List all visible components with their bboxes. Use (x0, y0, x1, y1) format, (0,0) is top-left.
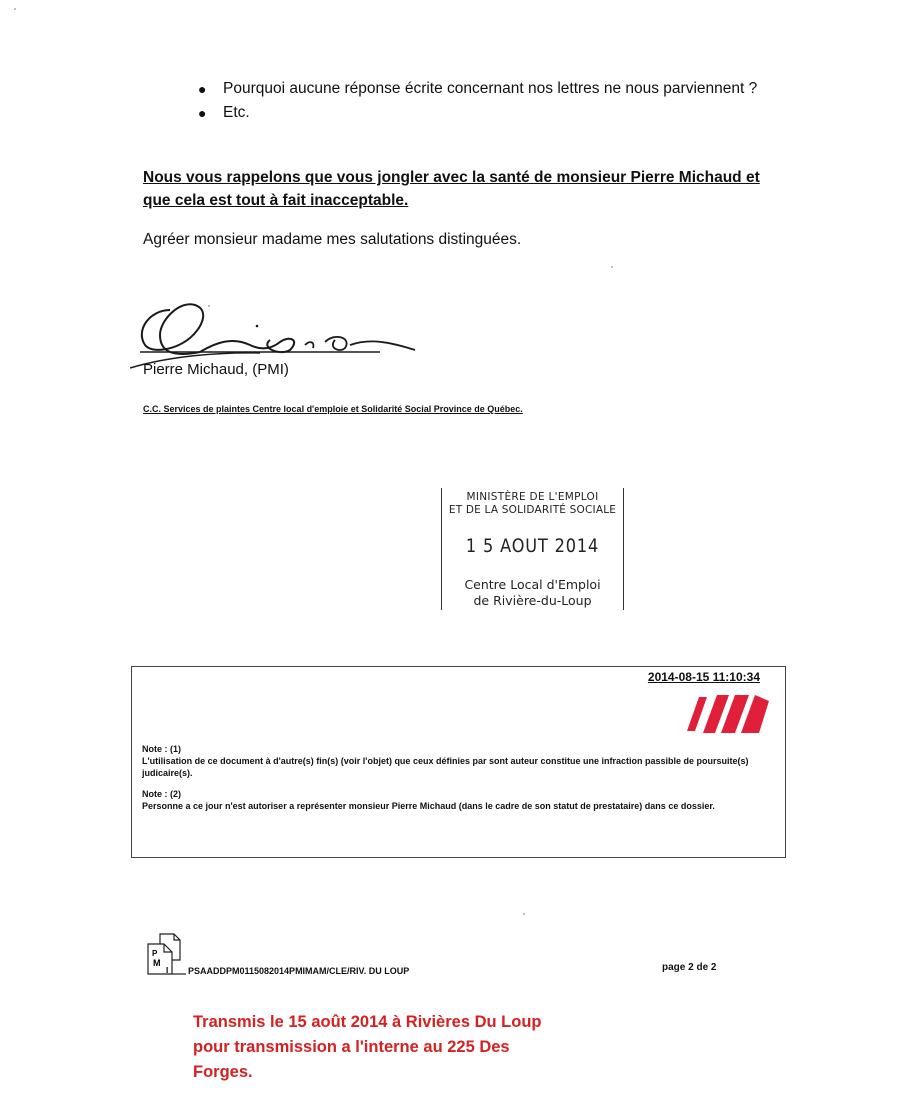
list-item (195, 102, 785, 124)
scan-speck (523, 913, 525, 915)
timestamp: 2014-08-15 11:10:34 (647, 670, 760, 684)
scan-speck (208, 305, 210, 307)
closing-salutation: Agréer monsieur madame mes salutations distinguées. (143, 231, 522, 248)
bullet-text: Pourquoi aucune réponse écrite concernant nos lettres ne nous parviennent ? (223, 80, 758, 97)
warning-paragraph: Nous vous rappelons que vous jongler avec la santé de monsieur Pierre Michaud et que cela est tout à fait inacceptable. (143, 169, 760, 209)
red-mark-icon (677, 691, 772, 737)
note-2-text: Personne a ce jour n'est autoriser a représenter monsieur Pierre Michaud (dans le cadre de son statut de prestataire) dans ce dossier. (142, 801, 715, 811)
stamp-line-4: de Rivière-du-Loup (473, 593, 592, 608)
cc-line: C.C. Services de plaintes Centre local d'emploie et Solidarité Social Province de Québec. (143, 404, 523, 414)
page-number: page 2 de 2 (662, 962, 717, 973)
transmission-note: Transmis le 15 août 2014 à Rivières Du Loup pour transmission a l'interne au 225 Des Forges. (193, 1013, 542, 1081)
stamp-date: 1 5 AOUT 2014 (465, 535, 600, 557)
stamp-line-1: MINISTÈRE DE L'EMPLOI (466, 491, 599, 503)
notes-section (142, 743, 782, 821)
pmi-logo-icon (146, 932, 188, 978)
note-1-title: Note : (1) (142, 744, 181, 754)
logo-letter-i: I (166, 966, 169, 975)
list-item (195, 78, 785, 100)
bullet-icon: ● (198, 81, 207, 97)
note-1-text: L'utilisation de ce document à d'autre(s) fin(s) (voir l'objet) que ceux définies par sont auteur constitue une infraction passible de poursuite(s) judicaire(s). (142, 756, 749, 778)
document-code: PSAADDPM0115082014PMIMAM/CLE/RIV. DU LOUP (188, 966, 410, 976)
logo-letter-p: P (152, 949, 158, 958)
bullet-icon: ● (198, 105, 207, 121)
bullet-list (195, 78, 785, 126)
note-1 (142, 743, 782, 779)
stamp-line-3: Centre Local d'Emploi (464, 577, 601, 592)
note-2 (142, 788, 782, 812)
note-box (131, 666, 786, 858)
scan-speck (611, 266, 613, 268)
reception-stamp (441, 488, 624, 610)
note-2-title: Note : (2) (142, 789, 181, 799)
scan-speck (14, 8, 16, 10)
bullet-text: Etc. (223, 104, 250, 121)
stamp-line-2: ET DE LA SOLIDARITÉ SOCIALE (448, 504, 617, 516)
signer-name: Pierre Michaud, (PMI) (143, 361, 289, 378)
logo-letter-m: M (153, 958, 161, 968)
